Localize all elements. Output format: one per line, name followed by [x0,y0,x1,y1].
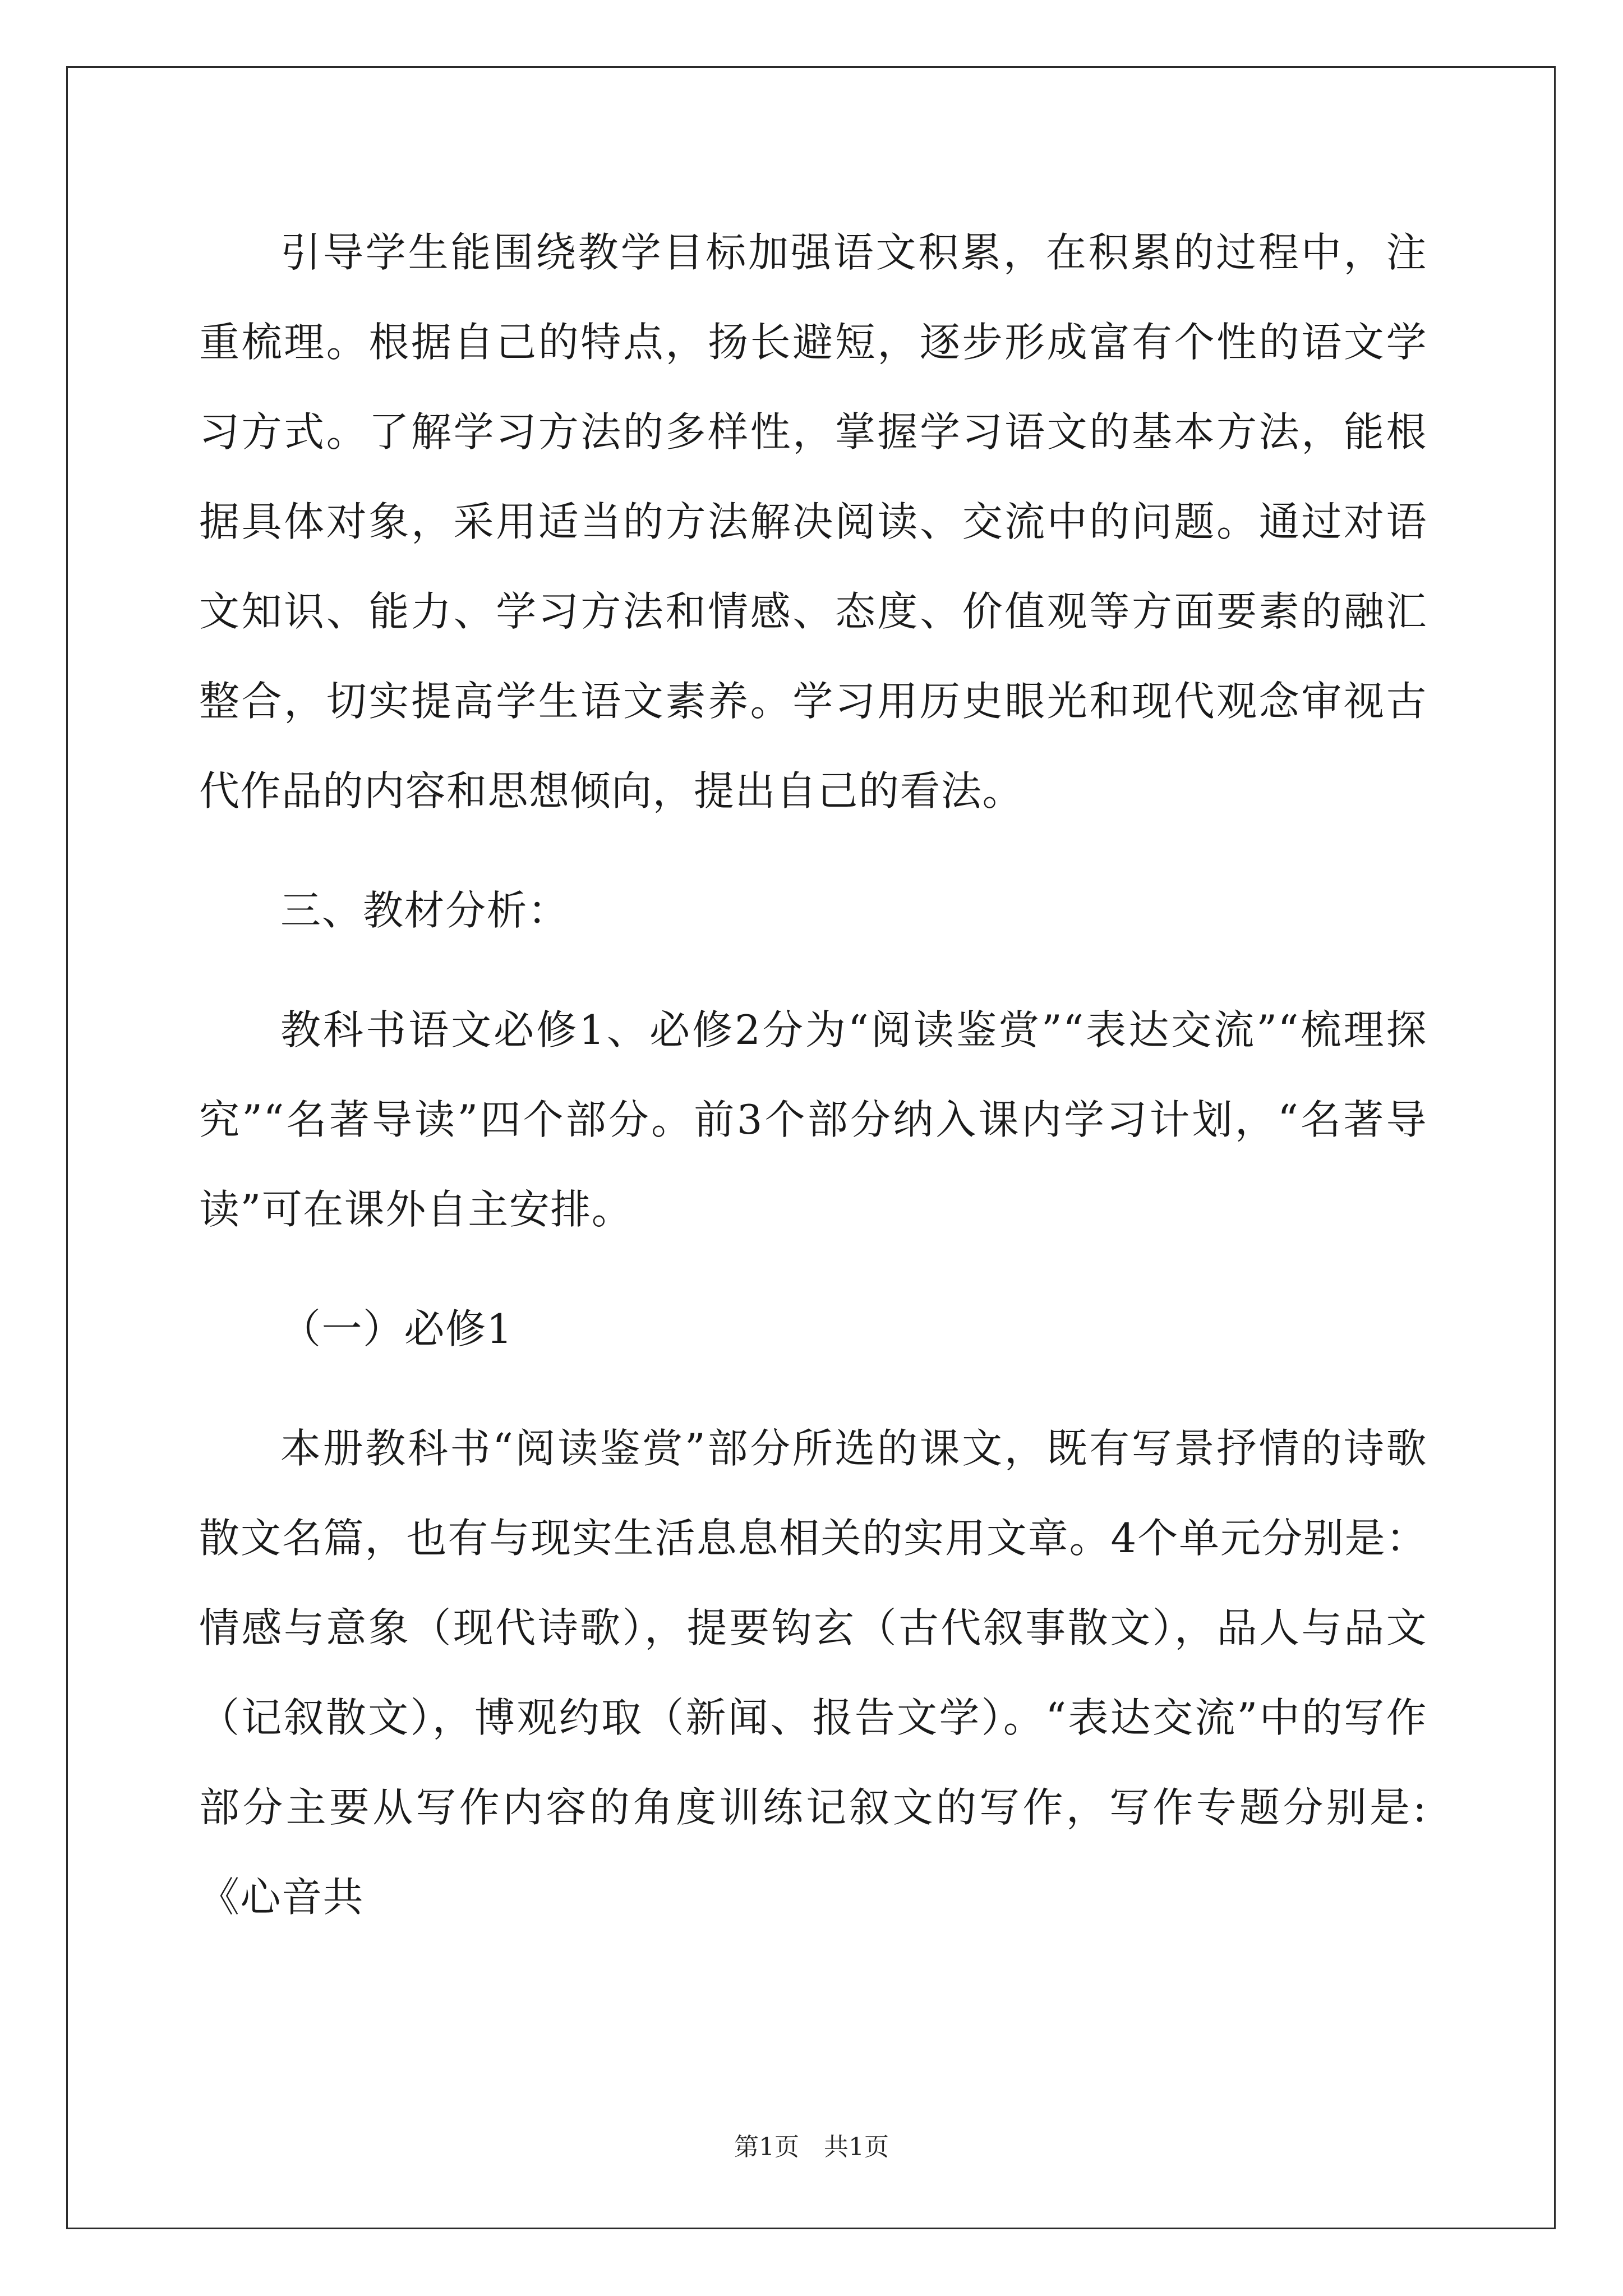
document-body [199,208,1427,1972]
paragraph-learning-goals: 引导学生能围绕教学目标加强语文积累，在积累的过程中，注重梳理。根据自己的特点，扬长避短，逐步形成富有个性的语文学习方式。了解学习方法的多样性，掌握学习语文的基本方法，能根据具体对象，采用适当的方法解决阅读、交流中的问题。通过对语文知识、能力、学习方法和情感、态度、价值观等方面要素的融汇整合，切实提高学生语文素养。学习用历史眼光和现代观念审视古代作品的内容和思想倾向，提出自己的看法。 [199,229,1427,815]
paragraph-textbook-structure: 教科书语文必修1、必修2分为“阅读鉴赏”“表达交流”“梳理探究”“名著导读”四个部分。前3个部分纳入课内学习计划，“名著导读”可在课外自主安排。 [199,1006,1427,1233]
paragraph-compulsory-1-content: 本册教科书“阅读鉴赏”部分所选的课文，既有写景抒情的诗歌散文名篇，也有与现实生活息息相关的实用文章。4个单元分别是：情感与意象（现代诗歌），提要钩玄（古代叙事散文），品人与品文（记叙散文），博观约取（新闻、报告文学）。“表达交流”中的写作部分主要从写作内容的角度训练记叙文的写作，写作专题分别是:《心音共 [199,1425,1427,1921]
section-heading-textbook-analysis: 三、教材分析： [280,887,569,934]
page-footer: 第1页 共1页 [734,2133,889,2161]
subheading-compulsory-1: （一）必修1 [280,1305,513,1352]
